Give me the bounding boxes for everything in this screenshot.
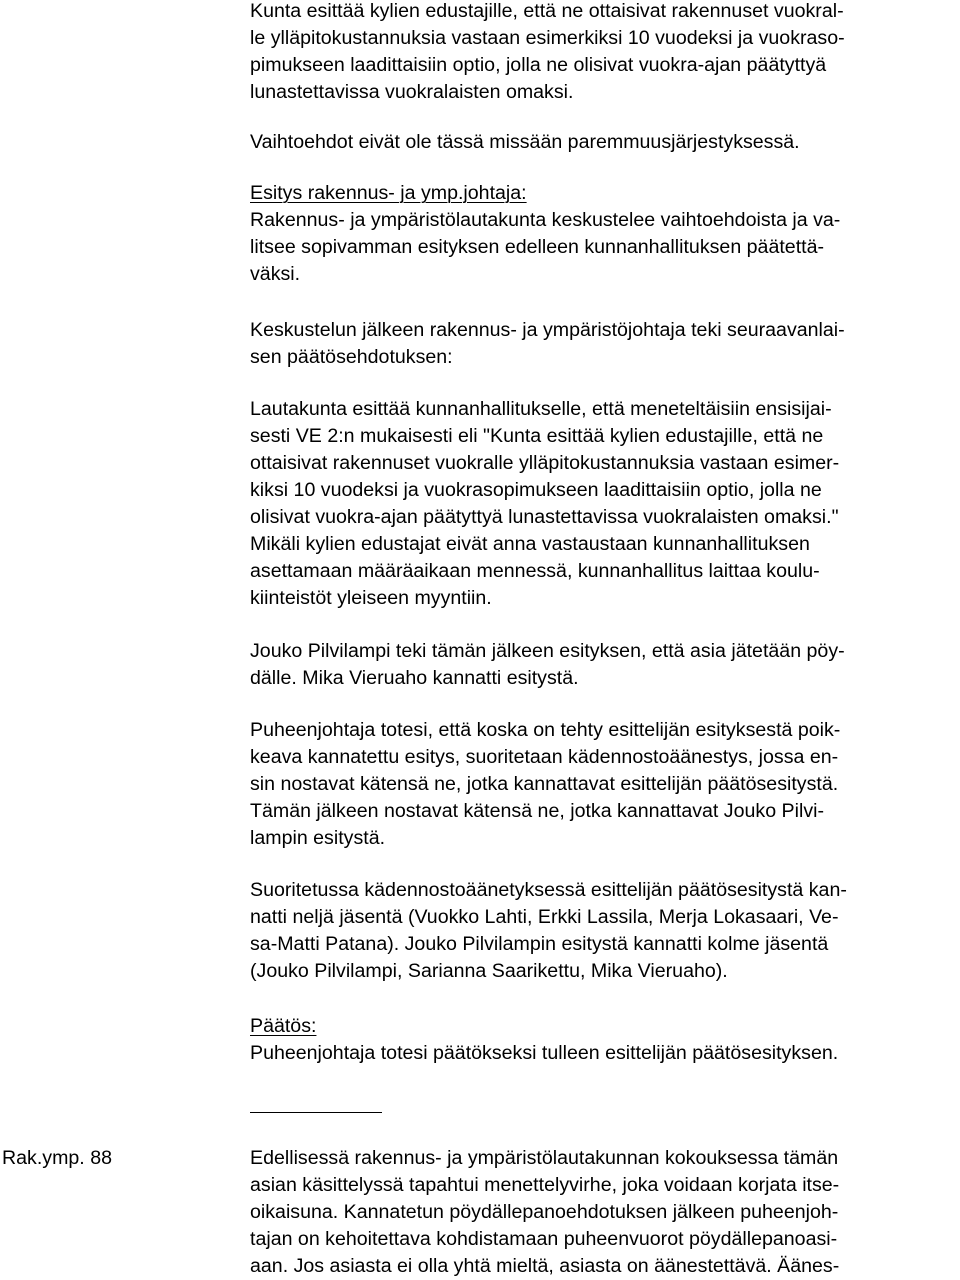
paragraph-voting-procedure	[250, 717, 955, 852]
text-line: oikaisuna. Kannatetun pöydällepanoehdotuksen jälkeen puheenjoh-	[250, 1201, 839, 1223]
text-line: sin nostavat kätensä ne, jotka kannattavat esittelijän päätösesitystä.	[250, 773, 839, 795]
text-line: olisivat vuokra-ajan päätyttyä lunastettavissa vuokralaisten omaksi."	[250, 506, 839, 528]
text-line: lampin esitystä.	[250, 827, 386, 849]
text-line: tajan on kehoitettava kohdistamaan puheenvuorot pöydällepanoasi-	[250, 1228, 838, 1250]
decision-section	[250, 1013, 955, 1067]
text-line: asettamaan määräaikaan mennessä, kunnanhallitus laittaa koulu-	[250, 560, 820, 582]
text-line: lunastettavissa vuokralaisten omaksi.	[250, 81, 574, 103]
text-line: Mikäli kylien edustajat eivät anna vastaustaan kunnanhallituksen	[250, 533, 810, 555]
section-divider	[250, 1112, 382, 1113]
text-line: kiksi 10 vuodeksi ja vuokrasopimukseen laadittaisiin optio, jolla ne	[250, 479, 822, 501]
text-line: Jouko Pilvilampi teki tämän jälkeen esityksen, että asia jätetään pöy-	[250, 640, 845, 662]
text-line: Lautakunta esittää kunnanhallitukselle, että meneteltäisiin ensisijai-	[250, 398, 832, 420]
text-line: keava kannatettu esitys, suoritetaan kädennostoäänestys, jossa en-	[250, 746, 839, 768]
paragraph-discussion	[250, 317, 955, 371]
paragraph-voting-result	[250, 877, 955, 985]
text-line: le ylläpitokustannuksia vastaan esimerkiksi 10 vuodeksi ja vuokraso-	[250, 27, 845, 49]
text-line: (Jouko Pilvilampi, Sarianna Saarikettu, Mika Vieruaho).	[250, 960, 728, 982]
decision-heading: Päätös:	[250, 1015, 317, 1037]
paragraph-option-text	[250, 0, 955, 106]
text-line: kiinteistöt yleiseen myyntiin.	[250, 587, 492, 609]
paragraph-board-proposal	[250, 396, 955, 612]
text-line: pimukseen laadittaisiin optio, jolla ne olisivat vuokra-ajan päätyttyä	[250, 54, 827, 76]
text-line: dälle. Mika Vieruaho kannatti esitystä.	[250, 667, 579, 689]
text-line: aan. Jos asiasta ei olla yhtä mieltä, asiasta on äänestettävä. Äänes-	[250, 1255, 840, 1277]
text-line: Puheenjohtaja totesi, että koska on tehty esittelijän esityksestä poik-	[250, 719, 841, 741]
paragraph-section-88	[250, 1145, 955, 1280]
section-reference: Rak.ymp. 88	[2, 1147, 112, 1169]
text-line: Tämän jälkeen nostavat kätensä ne, jotka kannattavat Jouko Pilvi-	[250, 800, 824, 822]
text-line: Rakennus- ja ympäristölautakunta keskustelee vaihtoehdoista ja va-	[250, 209, 841, 231]
text-line: Keskustelun jälkeen rakennus- ja ympäristöjohtaja teki seuraavanlai-	[250, 319, 845, 341]
text-line: sa-Matti Patana). Jouko Pilvilampin esitystä kannatti kolme jäsentä	[250, 933, 829, 955]
text-line: natti neljä jäsentä (Vuokko Lahti, Erkki Lassila, Merja Lokasaari, Ve-	[250, 906, 839, 928]
proposal-heading: Esitys rakennus- ja ymp.johtaja:	[250, 182, 527, 204]
text-line: sen päätösehdotuksen:	[250, 346, 453, 368]
paragraph-counter-proposal	[250, 638, 955, 692]
text-line: litsee sopivamman esityksen edelleen kunnanhallituksen päätettä-	[250, 236, 825, 258]
text-line: asian käsittelyssä tapahtui menettelyvirhe, joka voidaan korjata itse-	[250, 1174, 840, 1196]
text-line: ottaisivat rakennuset vuokralle ylläpitokustannuksia vastaan esimer-	[250, 452, 840, 474]
text-line: väksi.	[250, 263, 301, 285]
text-line: Suoritetussa kädennostoäänetyksessä esittelijän päätösesitystä kan-	[250, 879, 847, 901]
text-line: Edellisessä rakennus- ja ympäristölautakunnan kokouksessa tämän	[250, 1147, 839, 1169]
proposal-section	[250, 180, 955, 288]
text-line: Vaihtoehdot eivät ole tässä missään paremmuusjärjestyksessä.	[250, 131, 800, 153]
text-line: sesti VE 2:n mukaisesti eli "Kunta esittää kylien edustajille, että ne	[250, 425, 824, 447]
text-line: Kunta esittää kylien edustajille, että ne ottaisivat rakennuset vuokral-	[250, 0, 844, 22]
text-line: Puheenjohtaja totesi päätökseksi tulleen esittelijän päätösesityksen.	[250, 1042, 839, 1064]
paragraph-order-note	[250, 129, 955, 156]
